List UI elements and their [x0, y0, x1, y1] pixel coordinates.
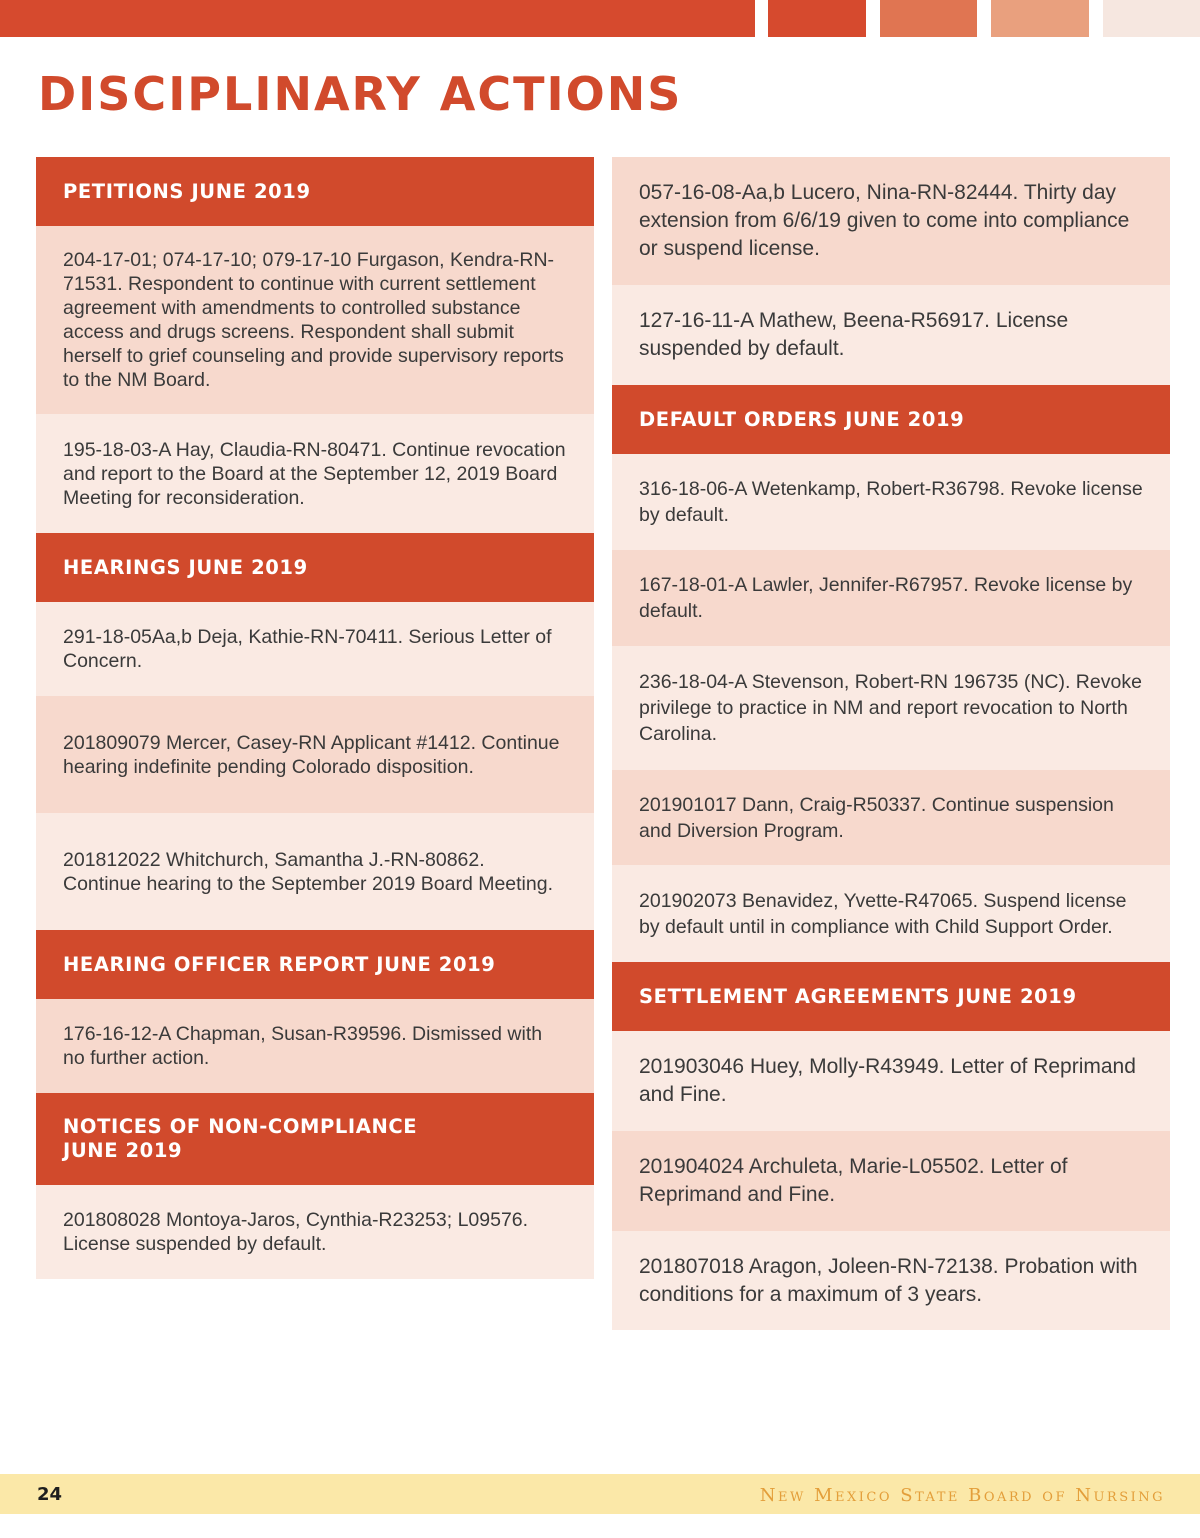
continued-entry: 057-16-08-Aa,b Lucero, Nina-RN-82444. Thirty day extension from 6/6/19 given to come into compliance or suspend license.	[612, 157, 1170, 285]
page-footer	[0, 1474, 1200, 1514]
settlement-entry: 201904024 Archuleta, Marie-L05502. Letter of Reprimand and Fine.	[612, 1131, 1170, 1231]
section-header-non-compliance: NOTICES OF NON-COMPLIANCE JUNE 2019	[36, 1093, 594, 1185]
hearing-entry: 201809079 Mercer, Casey-RN Applicant #1412. Continue hearing indefinite pending Colorado disposition.	[36, 696, 594, 813]
default-order-entry: 236-18-04-A Stevenson, Robert-RN 196735 (NC). Revoke privilege to practice in NM and report revocation to North Carolina.	[612, 646, 1170, 770]
default-order-entry: 201901017 Dann, Craig-R50337. Continue suspension and Diversion Program.	[612, 770, 1170, 865]
right-column	[612, 157, 1170, 1330]
default-order-entry: 167-18-01-A Lawler, Jennifer-R67957. Revoke license by default.	[612, 550, 1170, 646]
section-header-petitions: PETITIONS JUNE 2019	[36, 157, 594, 226]
section-header-hearings: HEARINGS JUNE 2019	[36, 533, 594, 602]
publisher-name: New Mexico State Board of Nursing	[759, 1485, 1165, 1506]
section-header-settlements: SETTLEMENT AGREEMENTS JUNE 2019	[612, 962, 1170, 1031]
default-order-entry: 316-18-06-A Wetenkamp, Robert-R36798. Revoke license by default.	[612, 454, 1170, 550]
left-column	[36, 157, 594, 1279]
continued-entry: 127-16-11-A Mathew, Beena-R56917. License suspended by default.	[612, 285, 1170, 385]
settlement-entry: 201903046 Huey, Molly-R43949. Letter of Reprimand and Fine.	[612, 1031, 1170, 1131]
page-number: 24	[37, 1484, 63, 1505]
page-title: DISCIPLINARY ACTIONS	[38, 67, 683, 121]
section-header-default-orders: DEFAULT ORDERS JUNE 2019	[612, 385, 1170, 454]
petition-entry: 204-17-01; 074-17-10; 079-17-10 Furgason, Kendra-RN-71531. Respondent to continue with current settlement agreement with amendments to controlled substance access and drugs screens. Respondent shall submit herself to grief counseling and provide supervisory reports to the NM Board.	[36, 226, 594, 414]
top-color-bar-1	[0, 0, 755, 37]
petition-entry: 195-18-03-A Hay, Claudia-RN-80471. Continue revocation and report to the Board at the September 12, 2019 Board Meeting for reconsideration.	[36, 414, 594, 533]
top-color-bar-5	[1103, 0, 1200, 37]
hearing-entry: 201812022 Whitchurch, Samantha J.-RN-80862. Continue hearing to the September 2019 Board Meeting.	[36, 813, 594, 930]
non-compliance-entry: 201808028 Montoya-Jaros, Cynthia-R23253; L09576. License suspended by default.	[36, 1185, 594, 1279]
hearing-officer-entry: 176-16-12-A Chapman, Susan-R39596. Dismissed with no further action.	[36, 999, 594, 1093]
top-color-bar-2	[768, 0, 866, 37]
default-order-entry: 201902073 Benavidez, Yvette-R47065. Suspend license by default until in compliance with Child Support Order.	[612, 865, 1170, 962]
top-color-bar-4	[991, 0, 1089, 37]
top-color-bar-3	[880, 0, 977, 37]
hearing-entry: 291-18-05Aa,b Deja, Kathie-RN-70411. Serious Letter of Concern.	[36, 602, 594, 696]
section-header-hearing-officer: HEARING OFFICER REPORT JUNE 2019	[36, 930, 594, 999]
settlement-entry: 201807018 Aragon, Joleen-RN-72138. Probation with conditions for a maximum of 3 years.	[612, 1231, 1170, 1330]
